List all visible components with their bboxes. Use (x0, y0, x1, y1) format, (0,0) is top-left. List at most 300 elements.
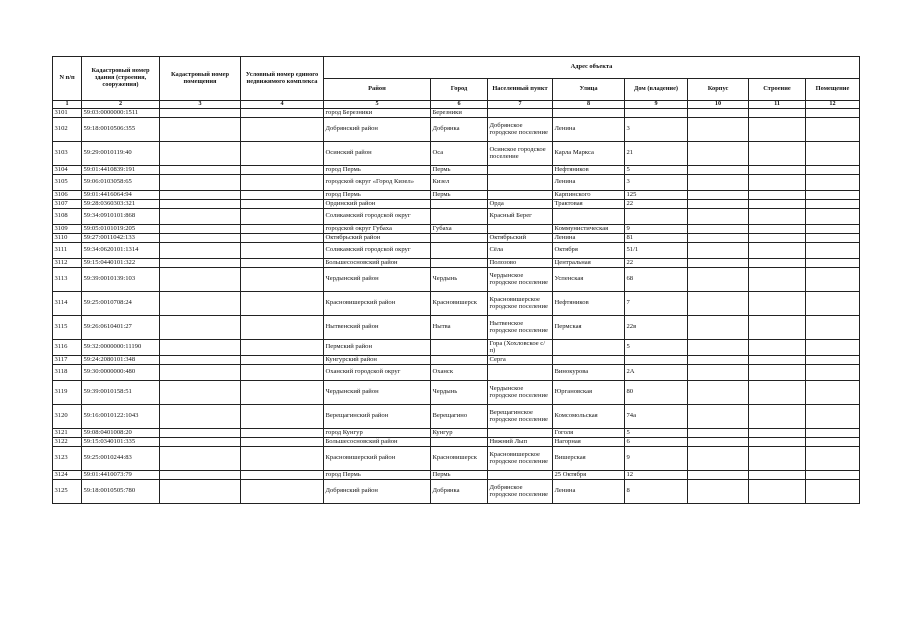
building-cell (749, 234, 806, 243)
city-cell: Березники (431, 109, 488, 118)
column-number: 6 (431, 101, 488, 109)
street-cell: Карла Маркса (553, 142, 625, 166)
cad-room-cell (160, 234, 241, 243)
street-cell: Вишерская (553, 447, 625, 471)
cad-building-cell: 59:24:2080101:348 (82, 356, 160, 365)
building-cell (749, 259, 806, 268)
locality-cell: Осинское городское поселение (488, 142, 553, 166)
street-cell: Успенская (553, 268, 625, 292)
city-cell (431, 259, 488, 268)
header-cad-building: Кадастровый номер здания (строения, сооружения) (82, 57, 160, 101)
row-number: 3105 (53, 175, 82, 191)
row-number: 3117 (53, 356, 82, 365)
korpus-cell (688, 234, 749, 243)
room-cell (806, 340, 860, 356)
district-cell: Верещагинский район (324, 405, 431, 429)
cad-room-cell (160, 209, 241, 225)
room-cell (806, 365, 860, 381)
house-cell: 5 (625, 340, 688, 356)
street-cell (553, 340, 625, 356)
row-number: 3108 (53, 209, 82, 225)
room-cell (806, 316, 860, 340)
cond-num-cell (241, 405, 324, 429)
district-cell: Большесосновский район (324, 438, 431, 447)
district-cell: Чердынский район (324, 268, 431, 292)
table-row (53, 225, 860, 234)
city-cell (431, 200, 488, 209)
street-cell: Нефтяников (553, 292, 625, 316)
city-cell: Добрянка (431, 118, 488, 142)
cond-num-cell (241, 471, 324, 480)
column-number: 10 (688, 101, 749, 109)
street-cell (553, 209, 625, 225)
locality-cell: Сёла (488, 243, 553, 259)
row-number: 3112 (53, 259, 82, 268)
street-cell: Винокурова (553, 365, 625, 381)
building-cell (749, 316, 806, 340)
header-house: Дом (владение) (625, 79, 688, 101)
building-cell (749, 200, 806, 209)
city-cell: Кунгур (431, 429, 488, 438)
district-cell: городской округ Губаха (324, 225, 431, 234)
district-cell: Большесосновский район (324, 259, 431, 268)
street-cell (553, 109, 625, 118)
korpus-cell (688, 243, 749, 259)
room-cell (806, 429, 860, 438)
locality-cell (488, 175, 553, 191)
cad-room-cell (160, 356, 241, 365)
house-cell: 8 (625, 480, 688, 504)
street-cell: Октября (553, 243, 625, 259)
locality-cell: Нытвенское городское поселение (488, 316, 553, 340)
building-cell (749, 118, 806, 142)
header-cad-room: Кадастровый номер помещения (160, 57, 241, 101)
cad-room-cell (160, 225, 241, 234)
cond-num-cell (241, 356, 324, 365)
cad-room-cell (160, 381, 241, 405)
room-cell (806, 438, 860, 447)
street-cell: Трактовая (553, 200, 625, 209)
district-cell: Красновишерский район (324, 292, 431, 316)
cad-room-cell (160, 109, 241, 118)
cond-num-cell (241, 340, 324, 356)
row-number: 3103 (53, 142, 82, 166)
row-number: 3113 (53, 268, 82, 292)
building-cell (749, 175, 806, 191)
header-city: Город (431, 79, 488, 101)
korpus-cell (688, 447, 749, 471)
header-district: Район (324, 79, 431, 101)
house-cell: 22 (625, 259, 688, 268)
house-cell: 7 (625, 292, 688, 316)
column-number: 5 (324, 101, 431, 109)
cond-num-cell (241, 209, 324, 225)
building-cell (749, 438, 806, 447)
cad-room-cell (160, 118, 241, 142)
cad-room-cell (160, 142, 241, 166)
building-cell (749, 109, 806, 118)
cond-num-cell (241, 200, 324, 209)
column-number: 9 (625, 101, 688, 109)
house-cell: 81 (625, 234, 688, 243)
cad-room-cell (160, 166, 241, 175)
cad-room-cell (160, 447, 241, 471)
city-cell (431, 438, 488, 447)
column-number: 11 (749, 101, 806, 109)
street-cell: Карпинского (553, 191, 625, 200)
district-cell: город Пермь (324, 166, 431, 175)
table-row (53, 234, 860, 243)
cad-room-cell (160, 405, 241, 429)
cond-num-cell (241, 109, 324, 118)
building-cell (749, 405, 806, 429)
cad-building-cell: 59:05:0101019:205 (82, 225, 160, 234)
table-row (53, 268, 860, 292)
house-cell: 51/1 (625, 243, 688, 259)
cad-room-cell (160, 175, 241, 191)
city-cell: Чердынь (431, 381, 488, 405)
street-cell: Комсомольская (553, 405, 625, 429)
header-address: Адрес объекта (324, 57, 860, 79)
table-row (53, 142, 860, 166)
locality-cell (488, 225, 553, 234)
building-cell (749, 268, 806, 292)
column-number: 12 (806, 101, 860, 109)
table-row (53, 292, 860, 316)
house-cell: 5 (625, 429, 688, 438)
house-cell: 80 (625, 381, 688, 405)
house-cell: 74а (625, 405, 688, 429)
city-cell (431, 209, 488, 225)
cond-num-cell (241, 268, 324, 292)
street-cell: Нагорная (553, 438, 625, 447)
cond-num-cell (241, 381, 324, 405)
city-cell: Кизел (431, 175, 488, 191)
cad-building-cell: 59:15:0440101:322 (82, 259, 160, 268)
street-cell: Ленина (553, 234, 625, 243)
street-cell: 25 Октября (553, 471, 625, 480)
korpus-cell (688, 259, 749, 268)
row-number: 3101 (53, 109, 82, 118)
locality-cell (488, 191, 553, 200)
house-cell: 68 (625, 268, 688, 292)
cad-room-cell (160, 191, 241, 200)
header-cond-num: Условный номер единого недвижимого комплекса (241, 57, 324, 101)
locality-cell: Красный Берег (488, 209, 553, 225)
cad-building-cell: 59:18:0010506:355 (82, 118, 160, 142)
korpus-cell (688, 405, 749, 429)
korpus-cell (688, 356, 749, 365)
korpus-cell (688, 316, 749, 340)
city-cell: Оса (431, 142, 488, 166)
room-cell (806, 471, 860, 480)
korpus-cell (688, 268, 749, 292)
table-header (53, 57, 860, 109)
street-cell (553, 356, 625, 365)
room-cell (806, 356, 860, 365)
row-number: 3121 (53, 429, 82, 438)
cad-building-cell: 59:16:0010122:1043 (82, 405, 160, 429)
district-cell: Чердынский район (324, 381, 431, 405)
city-cell: Пермь (431, 191, 488, 200)
table-row (53, 118, 860, 142)
table-row (53, 438, 860, 447)
building-cell (749, 381, 806, 405)
cad-building-cell: 59:39:0010158:51 (82, 381, 160, 405)
locality-cell: Чердынское городское поселение (488, 381, 553, 405)
table-body (53, 109, 860, 504)
cond-num-cell (241, 480, 324, 504)
building-cell (749, 356, 806, 365)
district-cell: Кунгурский район (324, 356, 431, 365)
building-cell (749, 292, 806, 316)
house-cell (625, 356, 688, 365)
column-number: 8 (553, 101, 625, 109)
row-number: 3109 (53, 225, 82, 234)
cad-building-cell: 59:25:0010708:24 (82, 292, 160, 316)
city-cell (431, 243, 488, 259)
district-cell: Красновишерский район (324, 447, 431, 471)
room-cell (806, 259, 860, 268)
room-cell (806, 381, 860, 405)
locality-cell (488, 365, 553, 381)
room-cell (806, 480, 860, 504)
district-cell: город Березники (324, 109, 431, 118)
city-cell: Верещагино (431, 405, 488, 429)
house-cell (625, 109, 688, 118)
column-number: 7 (488, 101, 553, 109)
korpus-cell (688, 438, 749, 447)
table-row (53, 480, 860, 504)
table-row (53, 340, 860, 356)
korpus-cell (688, 225, 749, 234)
room-cell (806, 447, 860, 471)
district-cell: Соликамский городской округ (324, 243, 431, 259)
header-num: N п/п (53, 57, 82, 101)
korpus-cell (688, 340, 749, 356)
cad-building-cell: 59:26:0610401:27 (82, 316, 160, 340)
cad-building-cell: 59:25:0010244:83 (82, 447, 160, 471)
locality-cell: Верещагинское городское поселение (488, 405, 553, 429)
house-cell: 12 (625, 471, 688, 480)
street-cell: Ленина (553, 480, 625, 504)
header-street: Улица (553, 79, 625, 101)
cad-room-cell (160, 438, 241, 447)
city-cell: Нытва (431, 316, 488, 340)
cad-room-cell (160, 316, 241, 340)
korpus-cell (688, 381, 749, 405)
korpus-cell (688, 365, 749, 381)
house-cell (625, 209, 688, 225)
cad-building-cell: 59:34:0620101:1314 (82, 243, 160, 259)
locality-cell: Добрянское городское поселение (488, 480, 553, 504)
cad-building-cell: 59:01:4416064:94 (82, 191, 160, 200)
street-cell: Коммунистическая (553, 225, 625, 234)
cad-room-cell (160, 292, 241, 316)
row-number: 3114 (53, 292, 82, 316)
cad-building-cell: 59:08:0401008:20 (82, 429, 160, 438)
street-cell: Центральная (553, 259, 625, 268)
district-cell: Октябрьский район (324, 234, 431, 243)
district-cell: Соликамский городской округ (324, 209, 431, 225)
table-row (53, 109, 860, 118)
cad-building-cell: 59:29:0010119:40 (82, 142, 160, 166)
header-room: Помещение (806, 79, 860, 101)
cad-room-cell (160, 268, 241, 292)
district-cell: Ординский район (324, 200, 431, 209)
row-number: 3124 (53, 471, 82, 480)
cond-num-cell (241, 292, 324, 316)
cad-building-cell: 59:15:0340101:335 (82, 438, 160, 447)
street-cell: Гоголя (553, 429, 625, 438)
locality-cell (488, 471, 553, 480)
korpus-cell (688, 292, 749, 316)
house-cell: 9 (625, 225, 688, 234)
table-row (53, 259, 860, 268)
locality-cell: Гора (Хохловское с/п) (488, 340, 553, 356)
room-cell (806, 292, 860, 316)
korpus-cell (688, 118, 749, 142)
cad-building-cell: 59:01:4410839:191 (82, 166, 160, 175)
house-cell: 5 (625, 166, 688, 175)
cad-building-cell: 59:30:0000000:480 (82, 365, 160, 381)
building-cell (749, 340, 806, 356)
room-cell (806, 234, 860, 243)
column-number: 2 (82, 101, 160, 109)
cond-num-cell (241, 118, 324, 142)
locality-cell (488, 429, 553, 438)
locality-cell: Красновишерское городское поселение (488, 447, 553, 471)
cond-num-cell (241, 243, 324, 259)
street-cell: Нефтяников (553, 166, 625, 175)
korpus-cell (688, 471, 749, 480)
house-cell: 2А (625, 365, 688, 381)
cond-num-cell (241, 429, 324, 438)
cad-room-cell (160, 340, 241, 356)
row-number: 3115 (53, 316, 82, 340)
city-cell (431, 340, 488, 356)
table-row (53, 316, 860, 340)
row-number: 3110 (53, 234, 82, 243)
district-cell: город Кунгур (324, 429, 431, 438)
korpus-cell (688, 109, 749, 118)
korpus-cell (688, 429, 749, 438)
building-cell (749, 243, 806, 259)
table-row (53, 429, 860, 438)
table-row (53, 405, 860, 429)
room-cell (806, 175, 860, 191)
street-cell: Ленина (553, 118, 625, 142)
district-cell: Осинский район (324, 142, 431, 166)
row-number: 3122 (53, 438, 82, 447)
locality-cell: Добрянское городское поселение (488, 118, 553, 142)
room-cell (806, 109, 860, 118)
building-cell (749, 447, 806, 471)
cad-building-cell: 59:27:0011042:133 (82, 234, 160, 243)
building-cell (749, 191, 806, 200)
city-cell (431, 356, 488, 365)
table-row (53, 447, 860, 471)
street-cell: Юргановская (553, 381, 625, 405)
building-cell (749, 225, 806, 234)
building-cell (749, 480, 806, 504)
street-cell: Ленина (553, 175, 625, 191)
cad-building-cell: 59:32:0000000:11190 (82, 340, 160, 356)
cad-room-cell (160, 480, 241, 504)
cad-room-cell (160, 259, 241, 268)
row-number: 3123 (53, 447, 82, 471)
cad-room-cell (160, 243, 241, 259)
table-row (53, 471, 860, 480)
table-row (53, 191, 860, 200)
row-number: 3125 (53, 480, 82, 504)
cad-room-cell (160, 200, 241, 209)
room-cell (806, 268, 860, 292)
city-cell (431, 234, 488, 243)
cond-num-cell (241, 438, 324, 447)
korpus-cell (688, 191, 749, 200)
district-cell: Добрянский район (324, 480, 431, 504)
house-cell: 3 (625, 175, 688, 191)
row-number: 3118 (53, 365, 82, 381)
room-cell (806, 191, 860, 200)
cad-building-cell: 59:01:4410073:79 (82, 471, 160, 480)
room-cell (806, 166, 860, 175)
cad-building-cell: 59:39:0010139:103 (82, 268, 160, 292)
cond-num-cell (241, 191, 324, 200)
cad-room-cell (160, 429, 241, 438)
locality-cell: Нижний Лып (488, 438, 553, 447)
house-cell: 125 (625, 191, 688, 200)
building-cell (749, 142, 806, 166)
column-number: 4 (241, 101, 324, 109)
table-row (53, 200, 860, 209)
cad-room-cell (160, 365, 241, 381)
city-cell: Оханск (431, 365, 488, 381)
city-cell: Губаха (431, 225, 488, 234)
korpus-cell (688, 480, 749, 504)
city-cell: Чердынь (431, 268, 488, 292)
district-cell: Добрянский район (324, 118, 431, 142)
room-cell (806, 142, 860, 166)
locality-cell: Красновишерское городское поселение (488, 292, 553, 316)
building-cell (749, 365, 806, 381)
house-cell: 3 (625, 118, 688, 142)
korpus-cell (688, 209, 749, 225)
locality-cell: Орда (488, 200, 553, 209)
cad-building-cell: 59:18:0010505:780 (82, 480, 160, 504)
room-cell (806, 405, 860, 429)
district-cell: городской округ «Город Кизел» (324, 175, 431, 191)
korpus-cell (688, 142, 749, 166)
city-cell: Красновишерск (431, 292, 488, 316)
row-number: 3120 (53, 405, 82, 429)
cond-num-cell (241, 166, 324, 175)
registry-table (52, 56, 860, 504)
table-row (53, 175, 860, 191)
city-cell: Красновишерск (431, 447, 488, 471)
row-number: 3106 (53, 191, 82, 200)
building-cell (749, 166, 806, 175)
room-cell (806, 118, 860, 142)
cond-num-cell (241, 365, 324, 381)
header-korpus: Корпус (688, 79, 749, 101)
korpus-cell (688, 175, 749, 191)
cond-num-cell (241, 234, 324, 243)
korpus-cell (688, 166, 749, 175)
district-cell: город Пермь (324, 191, 431, 200)
city-cell: Добрянка (431, 480, 488, 504)
